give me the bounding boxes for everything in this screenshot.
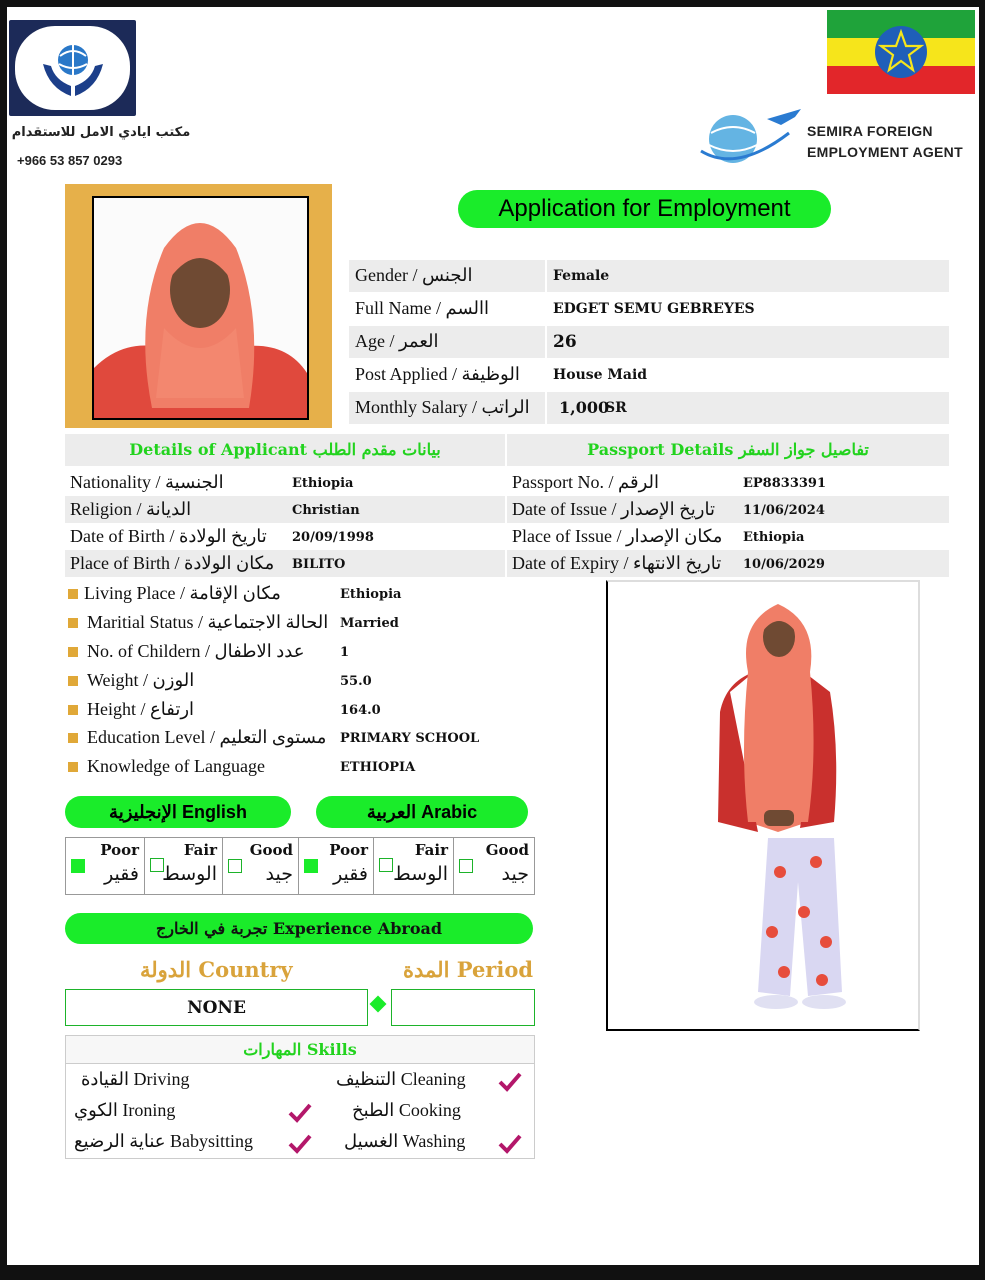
full-name-value: EDGET SEMU GEBREYES [553, 301, 755, 317]
arabic-header: العربية Arabic [316, 796, 528, 828]
post-applied-row [349, 359, 949, 391]
passport-no-label: Passport No. / الرقم [512, 472, 660, 492]
period-field [391, 989, 535, 1026]
religion-row [65, 496, 505, 523]
english-fair-cell [145, 838, 223, 894]
dob-row [65, 523, 505, 550]
ethiopia-flag-icon [827, 10, 975, 94]
religion-label: Religion / الديانة [70, 499, 192, 519]
education-value: PRIMARY SCHOOL [340, 731, 480, 746]
arabic-fair-label: Fair [414, 841, 448, 859]
pob-row [65, 550, 505, 577]
cleaning-check-icon [498, 1072, 522, 1092]
skills-box [65, 1035, 535, 1159]
education-row [65, 724, 535, 753]
english-poor-cell [66, 838, 145, 894]
marital-status-label: Maritial Status / الحالة الاجتماعية [87, 612, 329, 632]
salary-value: 1,000 [559, 398, 610, 417]
skill-washing: الغسيل Washing [344, 1131, 466, 1151]
skill-ironing: الكوي Ironing [74, 1100, 176, 1120]
living-place-label: Living Place / مكان الإقامة [84, 583, 281, 603]
english-good-label: Good [249, 841, 293, 859]
skill-driving: القيادة Driving [81, 1069, 190, 1089]
english-fair-label-ar: الوسط [162, 863, 217, 885]
full-body-photo [606, 580, 920, 1031]
passport-no-row [507, 469, 949, 496]
issue-place-label: Place of Issue / مكان الإصدار [512, 526, 723, 546]
expiry-date-row [507, 550, 949, 577]
education-label: Education Level / مستوى التعليم [87, 727, 327, 747]
english-poor-label-ar: فقير [104, 863, 139, 885]
living-place-value: Ethiopia [340, 587, 402, 602]
gender-value: Female [553, 268, 610, 284]
nationality-row [65, 469, 505, 496]
arabic-poor-cell [299, 838, 374, 894]
full-name-row [349, 293, 949, 325]
age-label: Age / العمر [355, 331, 439, 351]
experience-abroad-header: تجربة في الخارج Experience Abroad [65, 913, 533, 944]
living-place-row [65, 580, 535, 609]
agent-name [807, 121, 963, 163]
agent-name-line2: EMPLOYMENT AGENT [807, 144, 963, 160]
country-label: الدولة Country [140, 957, 293, 982]
arabic-good-cell [454, 838, 534, 894]
plane-globe-icon [697, 103, 805, 169]
weight-label: Weight / الوزن [87, 670, 195, 690]
salary-unit: SR [605, 400, 627, 416]
nationality-value: Ethiopia [292, 476, 354, 491]
babysitting-check-icon [288, 1134, 312, 1154]
english-header: الإنجليزية English [65, 796, 291, 828]
weight-value: 55.0 [340, 674, 372, 689]
arabic-good-label: Good [485, 841, 529, 859]
office-phone: +966 53 857 0293 [17, 153, 123, 168]
expiry-date-label: Date of Expiry / تاريخ الانتهاء [512, 553, 722, 573]
salary-label: Monthly Salary / الراتب [355, 397, 530, 417]
country-value: NONE [187, 998, 246, 1018]
language-knowledge-label: Knowledge of Language [87, 756, 265, 776]
ironing-check-icon [288, 1103, 312, 1123]
issue-date-row [507, 496, 949, 523]
issue-date-value: 11/06/2024 [743, 503, 825, 518]
gender-label: Gender / الجنس [355, 265, 473, 285]
english-poor-label: Poor [100, 841, 139, 859]
issue-date-label: Date of Issue / تاريخ الإصدار [512, 499, 715, 519]
religion-value: Christian [292, 503, 360, 518]
skill-babysitting: عناية الرضيع Babysitting [74, 1131, 254, 1151]
skills-header: المهارات Skills [66, 1036, 534, 1064]
arabic-poor-label-ar: فقير [333, 863, 368, 885]
marital-status-value: Married [340, 616, 399, 631]
post-applied-value: House Maid [553, 367, 648, 383]
skill-cleaning: التنظيف Cleaning [336, 1069, 466, 1089]
portrait-photo-frame [65, 184, 332, 428]
arabic-fair-cell [374, 838, 454, 894]
full-name-label: Full Name / االسم [355, 298, 490, 318]
salary-row [349, 392, 949, 424]
separator-diamond-icon [370, 996, 387, 1013]
english-good-checkbox[interactable] [228, 859, 242, 873]
dob-value: 20/09/1998 [292, 530, 374, 545]
age-value: 26 [553, 332, 577, 352]
washing-check-icon [498, 1134, 522, 1154]
children-label: No. of Childern / عدد الاطفال [87, 641, 305, 661]
passport-no-value: EP8833391 [743, 476, 827, 491]
english-fair-label: Fair [183, 841, 217, 859]
arabic-poor-label: Poor [329, 841, 368, 859]
portrait-photo [92, 196, 309, 420]
arabic-good-checkbox[interactable] [459, 859, 473, 873]
pob-value: BILITO [292, 557, 346, 572]
height-row [65, 696, 535, 725]
arabic-fair-label-ar: الوسط [393, 863, 448, 885]
children-row [65, 638, 535, 667]
post-applied-label: Post Applied / الوظيفة [355, 364, 520, 384]
office-logo [9, 20, 136, 116]
english-poor-checkbox[interactable] [71, 859, 85, 873]
height-label: Height / ارتفاع [87, 699, 195, 719]
office-name-arabic: مكتب ايادي الامل للاستقدام [11, 125, 191, 140]
issue-place-row [507, 523, 949, 550]
arabic-fair-checkbox[interactable] [379, 858, 393, 872]
children-value: 1 [340, 645, 350, 660]
skill-cooking: الطبخ Cooking [352, 1100, 461, 1120]
passport-details-header: Passport Details تفاصيل جواز السفر [507, 434, 949, 466]
pob-label: Place of Birth / مكان الولادة [70, 553, 275, 573]
page-title: Application for Employment [458, 190, 831, 228]
nationality-label: Nationality / الجنسية [70, 472, 224, 492]
country-field [65, 989, 368, 1026]
arabic-poor-checkbox[interactable] [304, 859, 318, 873]
marital-status-row [65, 609, 535, 638]
agent-name-line1: SEMIRA FOREIGN [807, 123, 933, 139]
gender-row [349, 260, 949, 292]
issue-place-value: Ethiopia [743, 530, 805, 545]
age-row [349, 326, 949, 358]
application-form [7, 7, 979, 1265]
dob-label: Date of Birth / تاريخ الولادة [70, 526, 267, 546]
expiry-date-value: 10/06/2029 [743, 557, 825, 572]
language-knowledge-value: ETHIOPIA [340, 760, 416, 775]
english-good-cell [223, 838, 299, 894]
period-label: المدة Period [403, 957, 534, 982]
arabic-good-label-ar: جيد [501, 863, 529, 885]
applicant-details-header: Details of Applicant بيانات مقدم الطلب [65, 434, 505, 466]
english-good-label-ar: جيد [265, 863, 293, 885]
language-levels-grid [65, 837, 535, 895]
height-value: 164.0 [340, 703, 381, 718]
hands-globe-icon [15, 26, 130, 110]
language-knowledge-row [65, 753, 535, 782]
weight-row [65, 667, 535, 696]
